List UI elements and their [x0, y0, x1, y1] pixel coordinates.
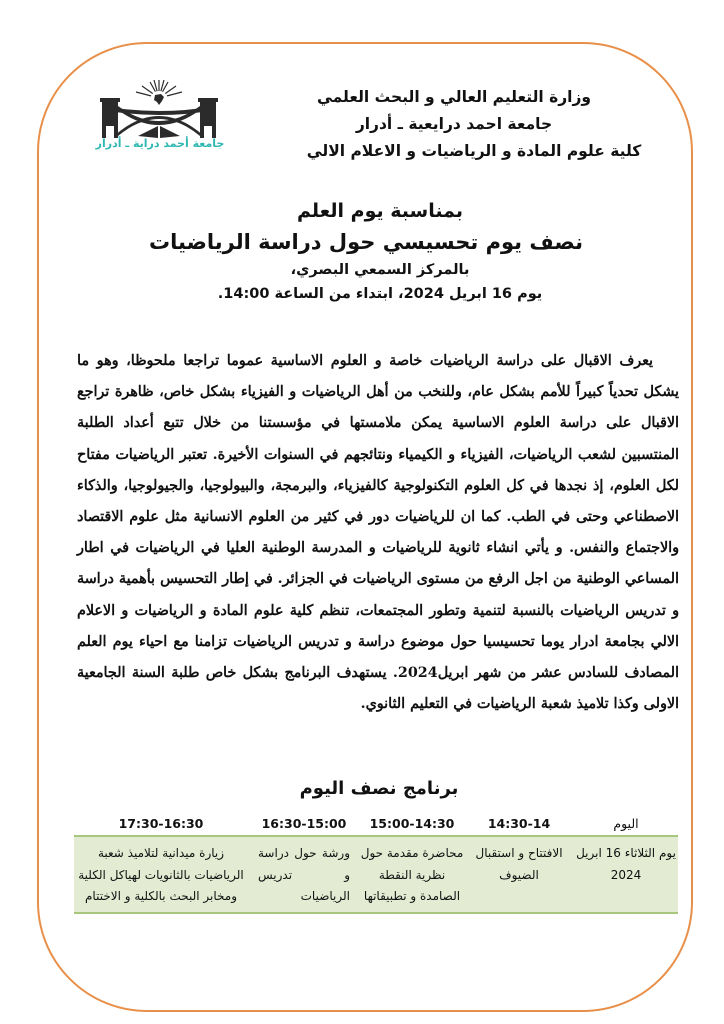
event-datetime: يوم 16 ابريل 2024، ابتداء من الساعة 14:00. — [217, 286, 543, 302]
table-row — [74, 837, 678, 914]
cell-field-visit: زيارة ميدانية لتلاميذ شعبة الرياضيات بالثانويات لهياكل الكلية ومخابر البحث بالكلية و الاختتام — [78, 846, 244, 903]
faculty-name: كلية علوم المادة و الرياضيات و الاعلام الالي — [306, 142, 642, 160]
occasion-title: بمناسبة يوم العلم — [297, 200, 463, 222]
cell-workshop: ورشة حول دراسة و تدريس الرياضيات — [258, 846, 350, 903]
header-cell-slot-2: 15:00-14:30 — [369, 815, 455, 831]
cell-day: يوم الثلاثاء 16 ابريل 2024 — [576, 846, 676, 882]
body-paragraph: يعرف الاقبال على دراسة الرياضيات خاصة و العلوم الاساسية عموما تراجعا ملحوظا، وهو ما يشكل تحدياً كبيراً للأمم بشكل عام، وللنخب من أهل الرياضيات و الفيزياء بشكل خاص، ظاهرة تراجع الاقبال على دراسة العلوم الاساسية يمكن ملامستها في مؤسستنا من خلال تتبع أعداد الطلبة المنتسبين لشعب الرياضيات، الفيزياء و الكيمياء ونتائجهم في السنوات الأخيرة. تعتبر الرياضيات مفتاح لكل العلوم، إذ نجدها في كل العلوم التكنولوجية كالفيزياء، والبرمجة، والبيولوجيا، والجيولوجيا، والذكاء الاصطناعي وحتى في الطب. كما ان للرياضيات دور في كثير من العلوم الانسانية مثل علوم الاقتصاد والاجتماع والنفس. و يأتي انشاء ثانوية للرياضيات و المدرسة الوطنية العليا في الرياضيات في اطار المساعي الوطنية من اجل الرفع من مستوى الرياضيات في الجزائر. في إطار التحسيس بأهمية دراسة و تدريس الرياضيات بالنسبة لتنمية وتطور المجتمعات، تنظم كلية علوم المادة و الرياضيات و الاعلام الالي بجامعة ادرار يوما تحسيسيا حول موضوع دراسة و تدريس الرياضيات تزامنا مع احياء يوم العلم المصادف للسادس عشر من شهر ابريل2024. يستهدف البرنامج بشكل خاص طلبة السنة الجامعية الاولى وكذا تلاميذ شعبة الرياضيات في التعليم الثانوي. — [77, 353, 679, 713]
cell-lecture: محاضرة مقدمة حول نظرية النقطة الصامدة و تطبيقاتها — [360, 846, 464, 903]
event-title: نصف يوم تحسيسي حول دراسة الرياضيات — [149, 230, 583, 254]
university-name: جامعة احمد درايعية ـ أدرار — [355, 115, 553, 133]
program-title: برنامج نصف اليوم — [299, 778, 459, 799]
institution-header — [284, 84, 664, 165]
event-titles — [0, 196, 724, 306]
header-cell-slot-3: 16:30-15:00 — [261, 815, 347, 831]
header-cell-slot-4: 17:30-16:30 — [118, 815, 204, 831]
cell-opening: الافتتاح و استقبال الضيوف — [475, 846, 563, 882]
header-cell-day: اليوم — [613, 815, 639, 831]
event-venue: بالمركز السمعي البصري، — [290, 262, 470, 278]
program-table — [74, 812, 678, 914]
logo-caption: جامعة أحمد دراية ـ أدرار — [95, 137, 225, 150]
ministry-name: وزارة التعليم العالي و البحث العلمي — [316, 88, 592, 106]
header-cell-slot-1: 14:30-14 — [487, 815, 551, 831]
program-table-header — [74, 812, 678, 837]
university-logo-icon — [98, 76, 220, 142]
